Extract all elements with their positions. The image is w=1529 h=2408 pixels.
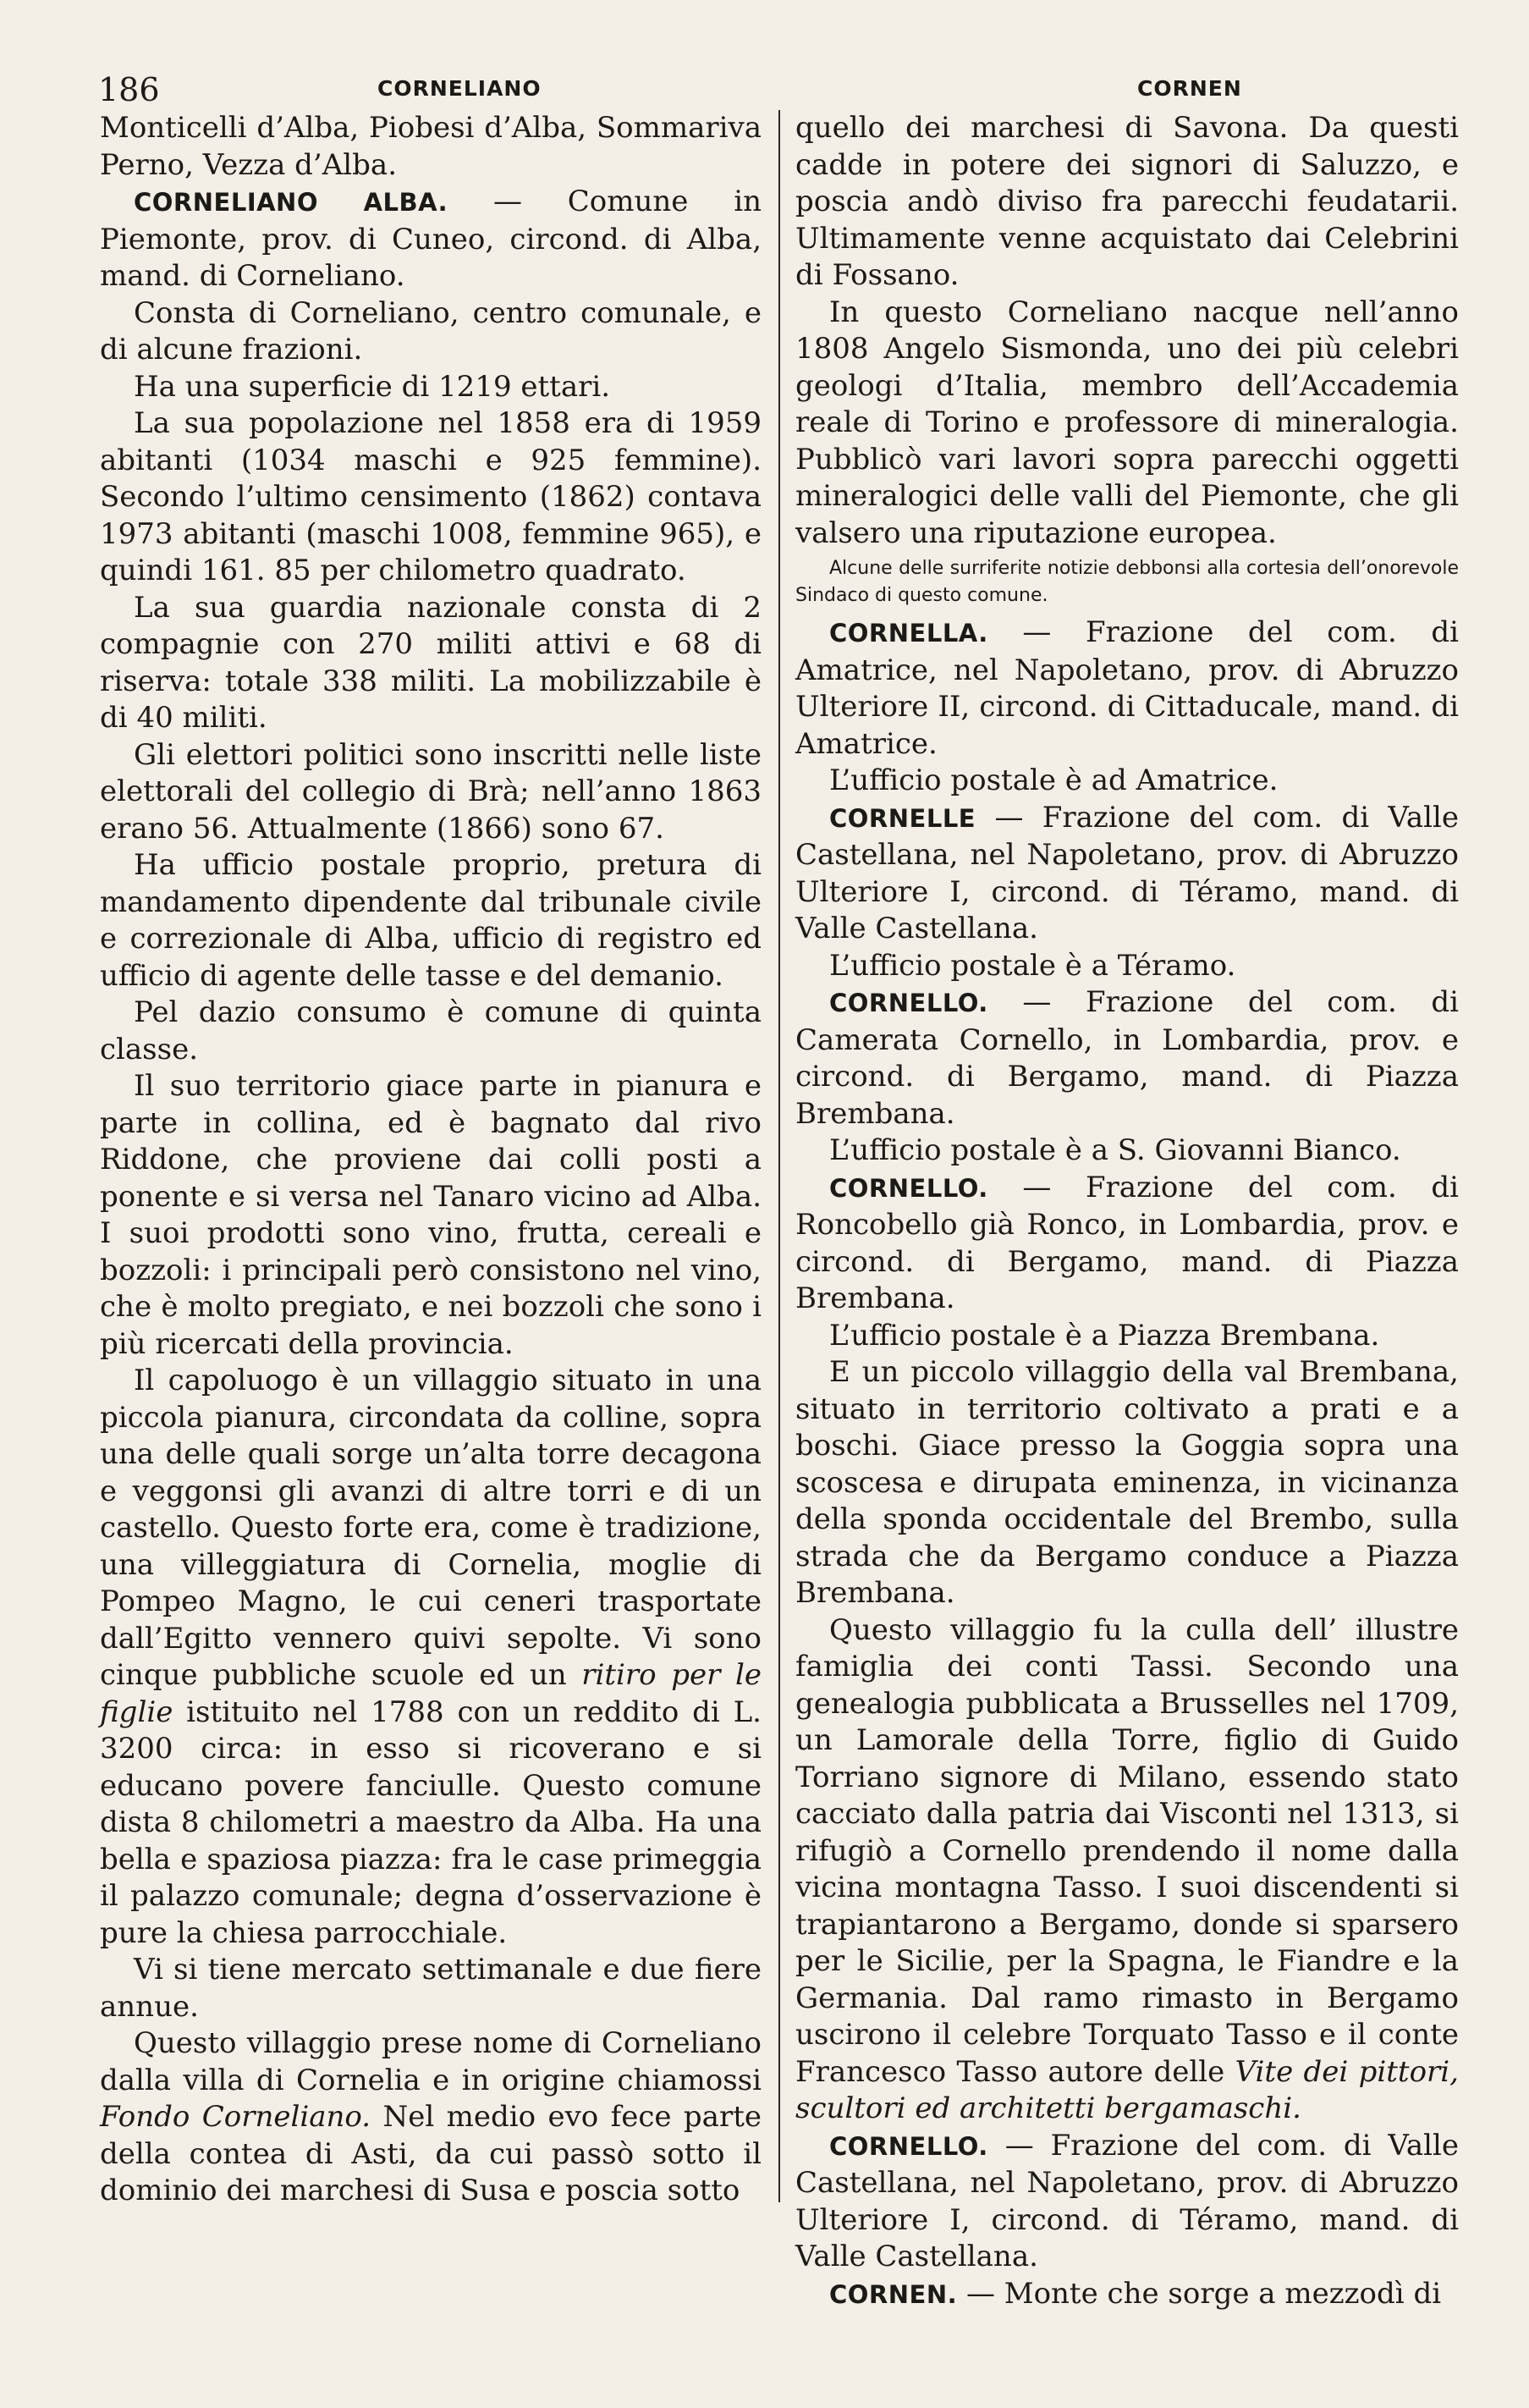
entry-headword: CORNELIANO ALBA. — [134, 188, 448, 217]
italic-run: Fondo Corneliano. — [100, 2100, 371, 2134]
entry-cornello-valle-castellana — [795, 2128, 1459, 2276]
entry-cornella — [795, 614, 1459, 763]
paragraph: La sua popolazione nel 1858 era di 1959 abitanti (1034 maschi e 925 femmine). Secondo l’ultimo censimento (1862) contava 1973 abitanti (maschi 1008, femmine 965), e quindi 161. 85 per chilometro quadrato. — [100, 406, 762, 587]
right-column — [795, 110, 1459, 2313]
entry-text: — Frazione del com. di Camerata Cornello, in Lombardia, prov. e circond. di Bergamo, mand. di Piazza Brembana. — [795, 985, 1459, 1131]
paragraph: Ha ufficio postale proprio, pretura di mandamento dipendente dal tribunale civile e correzionale di Alba, ufficio di registro ed ufficio di agente delle tasse e del demanio. — [100, 848, 762, 993]
paragraph — [100, 1363, 762, 1952]
paragraph: Vi si tiene mercato settimanale e due fiere annue. — [100, 1953, 762, 2024]
paragraph: Consta di Corneliano, centro comunale, e di alcune frazioni. — [100, 295, 762, 366]
paragraph: Gli elettori politici sono inscritti nelle liste elettorali del collegio di Brà; nell’anno 1863 erano 56. Attualmente (1866) sono 67. — [100, 737, 762, 846]
entry-headword: CORNELLO. — [829, 1173, 988, 1203]
entry-headword: CORNELLA. — [829, 619, 988, 647]
entry-text: — Monte che sorge a mezzodì di — [957, 2276, 1442, 2311]
italic-run: ritiro per le figlie — [100, 1658, 762, 1729]
entry-headword: CORNELLE — [829, 803, 976, 833]
entry-cornello-camerata — [795, 984, 1459, 1132]
left-column — [100, 110, 762, 2210]
text-run: Questo villaggio fu la culla dell’ illustre famiglia dei conti Tassi. Secondo una genealogia pubblicata a Brusselles nel 1709, un Lamorale della Torre, figlio di Guido Torriano signore di Milano, essendo stato cacciato dalla patria dai Visconti nel 1313, si rifugiò a Cornello prendendo il nome dalla vicina montagna Tasso. I suoi discendenti si trapiantarono a Bergamo, donde si sparsero per le Sicilie, per la Spagna, le Fiandre e la Germania. Dal ramo rimasto in Bergamo uscirono il celebre Torquato Tasso e il conte Francesco Tasso autore delle — [795, 1612, 1459, 2089]
italic-run: Vite dei pittori, scultori ed architetti bergamaschi. — [795, 2054, 1459, 2125]
text-run: Questo villaggio prese nome di Corneliano dalla villa di Cornelia e in origine chiamossi — [100, 2026, 762, 2097]
entry-text: — Comune in Piemonte, prov. di Cuneo, circond. di Alba, mand. di Corneliano. — [100, 185, 762, 293]
running-head-right: CORNEN — [1137, 76, 1242, 101]
entry-headword: CORNEN. — [829, 2279, 958, 2309]
paragraph: Il suo territorio giace parte in pianura e parte in collina, ed è bagnato dal rivo Riddone, che proviene dai colli posti a ponente e si versa nel Tanaro vicino ad Alba. I suoi prodotti sono vino, frutta, cereali e bozzoli: i principali però consistono nel vino, che è molto pregiato, e nei bozzoli che sono i più ricercati della provincia. — [100, 1069, 762, 1361]
paragraph: L’ufficio postale è a Téramo. — [829, 948, 1236, 983]
paragraph: L’ufficio postale è a Piazza Brembana. — [829, 1318, 1380, 1353]
paragraph: In questo Corneliano nacque nell’anno 1808 Angelo Sismonda, uno dei più celebri geologi d’Italia, membro dell’Accademia reale di Torino e professore di mineralogia. Pubblicò vari lavori sopra parecchi oggetti mineralogici delle valli del Piemonte, che gli valsero una riputazione europea. — [795, 295, 1459, 550]
paragraph — [100, 2025, 762, 2210]
page-number: 186 — [98, 71, 160, 108]
text-run: istituito nel 1788 con un reddito di L. 3200 circa: in esso si ricoverano e si educano povere fanciulle. Questo comune dista 8 chilometri a maestro da Alba. Ha una bella e spaziosa piazza: fra le case primeggia il palazzo comunale; degna d’osservazione è pure la chiesa parrocchiale. — [100, 1694, 762, 1950]
paragraph: L’ufficio postale è ad Amatrice. — [829, 763, 1279, 797]
paragraph: L’ufficio postale è a S. Giovanni Bianco. — [829, 1133, 1401, 1167]
entry-text: — Frazione del com. di Valle Castellana, nel Napoletano, prov. di Abruzzo Ulteriore I, circond. di Téramo, mand. di Valle Castellana. — [795, 2128, 1459, 2273]
running-head-left: CORNELIANO — [377, 76, 542, 101]
text-run: Nel medio evo fece parte della contea di Asti, da cui passò sotto il dominio dei marchesi di Susa e poscia sotto — [100, 2100, 762, 2207]
column-divider — [778, 110, 780, 2202]
footnote: Alcune delle surriferite notizie debbonsi alla cortesia dell’onorevole Sindaco di questo comune. — [795, 558, 1459, 606]
entry-headword: CORNELLO. — [829, 989, 988, 1017]
entry-headword: CORNELLO. — [829, 2131, 988, 2161]
entry-corneliano-alba — [100, 184, 762, 295]
paragraph — [795, 1612, 1459, 2128]
paragraph: quello dei marchesi di Savona. Da questi cadde in potere dei signori di Saluzzo, e poscia andò diviso fra parecchi feudatarii. Ultimamente venne acquistato dai Celebrini di Fossano. — [795, 111, 1459, 292]
entry-cornelle — [795, 800, 1459, 948]
entry-text: — Frazione del com. di Amatrice, nel Napoletano, prov. di Abruzzo Ulteriore II, circond. di Cittaducale, mand. di Amatrice. — [795, 615, 1459, 761]
paragraph: Monticelli d’Alba, Piobesi d’Alba, Sommariva Perno, Vezza d’Alba. — [100, 111, 762, 182]
entry-cornello-roncobello — [795, 1170, 1459, 1318]
entry-text: — Frazione del com. di Valle Castellana, nel Napoletano, prov. di Abruzzo Ulteriore I, circond. di Téramo, mand. di Valle Castellana. — [795, 800, 1459, 945]
paragraph: E un piccolo villaggio della val Brembana, situato in territorio coltivato a prati e a boschi. Giace presso la Goggia sopra una scoscesa e dirupata eminenza, in vicinanza della sponda occidentale del Brembo, sulla strada che da Bergamo conduce a Piazza Brembana. — [795, 1355, 1459, 1610]
text-run: Il capoluogo è un villaggio situato in una piccola pianura, circondata da colline, sopra una delle quali sorge un’alta torre decagona e veggonsi gli avanzi di altre torri e di un castello. Questo forte era, come è tradizione, una villeggiatura di Cornelia, moglie di Pompeo Magno, le cui ceneri trasportate dall’Egitto vennero quivi sepolte. Vi sono cinque pubbliche scuole ed un — [100, 1364, 762, 1692]
entry-text: — Frazione del com. di Roncobello già Ronco, in Lombardia, prov. e circond. di Bergamo, mand. di Piazza Brembana. — [795, 1170, 1459, 1315]
paragraph: Ha una superficie di 1219 ettari. — [134, 369, 611, 404]
paragraph: Pel dazio consumo è comune di quinta classe. — [100, 995, 762, 1066]
page-header — [98, 71, 1444, 113]
paragraph: La sua guardia nazionale consta di 2 compagnie con 270 militi attivi e 68 di riserva: totale 338 militi. La mobilizzabile è di 40 militi. — [100, 590, 762, 735]
entry-cornen — [795, 2276, 1459, 2314]
